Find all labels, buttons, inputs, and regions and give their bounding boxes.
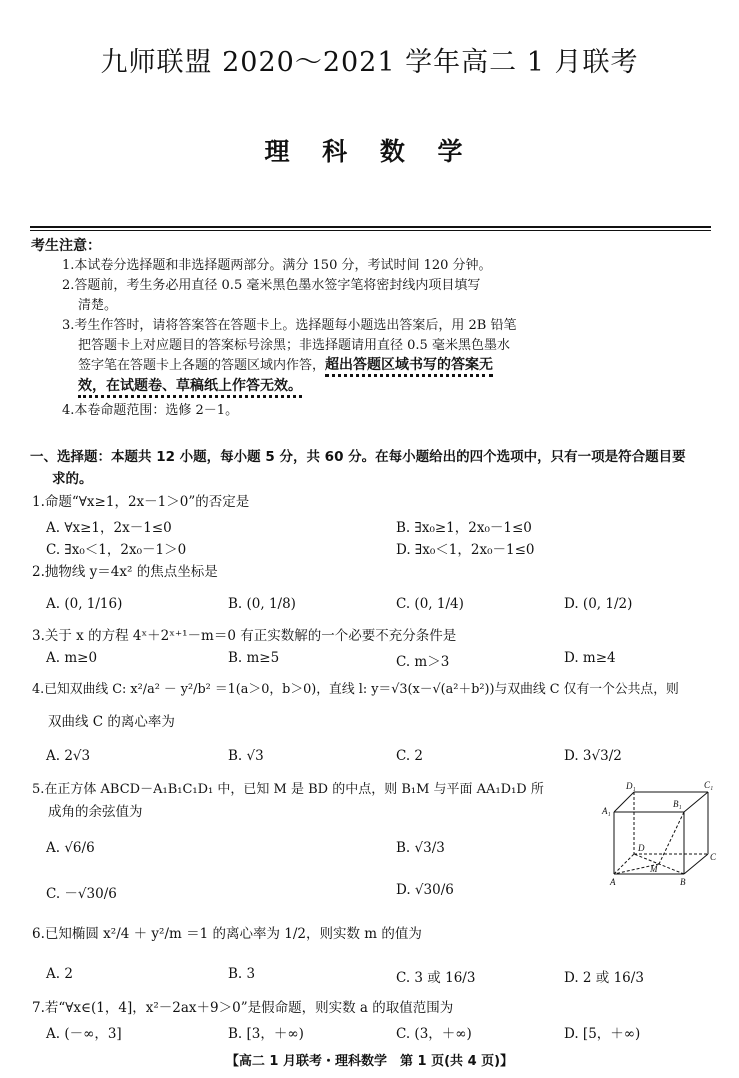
label-d: D [638,843,645,853]
notice-line: 1.本试卷分选择题和非选择题两部分。满分 150 分，考试时间 120 分钟。 [62,258,492,273]
question-4-stem-cont: 双曲线 C 的离心率为 [48,714,175,730]
question-3-stem: 3.关于 x 的方程 4ˣ＋2ˣ⁺¹－m＝0 有正实数解的一个必要不充分条件是 [32,628,457,644]
q2-option-a: A. (0, 1/16) [46,596,123,612]
label-d1: D₁ [626,781,636,791]
notice-line: 把答题卡上对应题目的答案标号涂黑；非选择题请用直径 0.5 毫米黑色墨水 [78,338,510,353]
label-a1: A₁ [602,806,611,816]
header-rule-thin [30,230,711,231]
q7-option-a: A. (－∞，3] [46,1026,122,1042]
q3-option-a: A. m≥0 [46,650,98,666]
q1-option-c: C. ∃x₀＜1，2x₀－1＞0 [46,542,187,558]
q6-option-c: C. 3 或 16/3 [396,970,476,986]
label-c: C [710,852,717,862]
section-heading-line: 一、选择题：本题共 12 小题，每小题 5 分，共 60 分。在每小题给出的四个选项中，只有一项是符合题目要 [30,449,686,465]
q4-option-a: A. 2√3 [46,748,91,764]
question-2-stem: 2.抛物线 y＝4x² 的焦点坐标是 [32,564,218,580]
question-6-stem: 6.已知椭圆 x²/4 ＋ y²/m ＝1 的离心率为 1/2，则实数 m 的值为 [32,926,422,942]
subject-title: 理 科 数 学 [264,137,475,166]
cube-figure [600,778,718,890]
notice-heading: 考生注意： [31,238,101,254]
q1-option-d: D. ∃x₀＜1，2x₀－1≤0 [396,542,535,558]
exam-title: 九师联盟 2020～2021 学年高二 1 月联考 [100,47,639,78]
q3-option-b: B. m≥5 [228,650,280,666]
q3-option-c: C. m＞3 [396,654,450,670]
question-1-stem: 1.命题“∀x≥1，2x－1＞0”的否定是 [32,494,250,510]
notice-line: 3.考生作答时，请将答案答在答题卡上。选择题每小题选出答案后，用 2B 铅笔 [62,318,517,333]
q3-option-d: D. m≥4 [564,650,616,666]
q7-option-c: C. (3，＋∞) [396,1026,472,1042]
notice-line: 清楚。 [78,298,118,313]
question-7-stem: 7.若“∀x∈(1，4]，x²－2ax＋9＞0”是假命题，则实数 a 的取值范围为 [32,1000,454,1016]
q2-option-b: B. (0, 1/8) [228,596,296,612]
q6-option-d: D. 2 或 16/3 [564,970,644,986]
q6-option-a: A. 2 [46,966,73,982]
page-footer: 【高二 1 月联考・理科数学 第 1 页(共 4 页)】 [225,1054,514,1069]
q2-option-c: C. (0, 1/4) [396,596,464,612]
q6-option-b: B. 3 [228,966,256,982]
notice-emphasis: 超出答题区域书写的答案无 [325,357,493,377]
label-c1: C₁ [704,780,714,790]
q5-option-d: D. √30/6 [396,882,454,898]
q2-option-d: D. (0, 1/2) [564,596,633,612]
notice-line [78,376,302,397]
section-heading [30,446,720,490]
q5-option-a: A. √6/6 [46,840,95,856]
section-heading-line: 求的。 [52,471,93,487]
q4-option-d: D. 3√3/2 [564,748,622,764]
label-m: M [650,864,658,874]
q1-option-a: A. ∀x≥1，2x－1≤0 [46,520,172,536]
q1-option-b: B. ∃x₀≥1，2x₀－1≤0 [396,520,532,536]
notice-emphasis: 效，在试题卷、草稿纸上作答无效。 [78,378,302,398]
q4-option-c: C. 2 [396,748,424,764]
header-rule-thick [30,226,711,228]
notice-line-text: 签字笔在答题卡上各题的答题区域内作答， [78,358,326,373]
label-b: B [680,877,686,887]
question-5-stem: 5.在正方体 ABCD－A₁B₁C₁D₁ 中，已知 M 是 BD 的中点，则 B₁M 与平面 AA₁D₁D 所 [32,782,544,797]
notice-line: 4.本卷命题范围：选修 2－1。 [62,403,239,418]
q7-option-b: B. [3，＋∞) [228,1026,304,1042]
notice-line: 2.答题前，考生务必用直径 0.5 毫米黑色墨水签字笔将密封线内项目填写 [62,278,481,293]
label-a: A [610,877,616,887]
label-b1: B₁ [673,799,682,809]
question-4-stem: 4.已知双曲线 C: x²/a² － y²/b² ＝1(a＞0，b＞0)，直线 l: y＝√3(x－√(a²＋b²))与双曲线 C 仅有一个公共点，则 [32,682,679,697]
q5-option-b: B. √3/3 [396,840,445,856]
q5-option-c: C. －√30/6 [46,886,117,902]
q4-option-b: B. √3 [228,748,264,764]
notice-line [78,355,493,376]
q7-option-d: D. [5，＋∞) [564,1026,641,1042]
question-5-stem-cont: 成角的余弦值为 [48,804,143,820]
